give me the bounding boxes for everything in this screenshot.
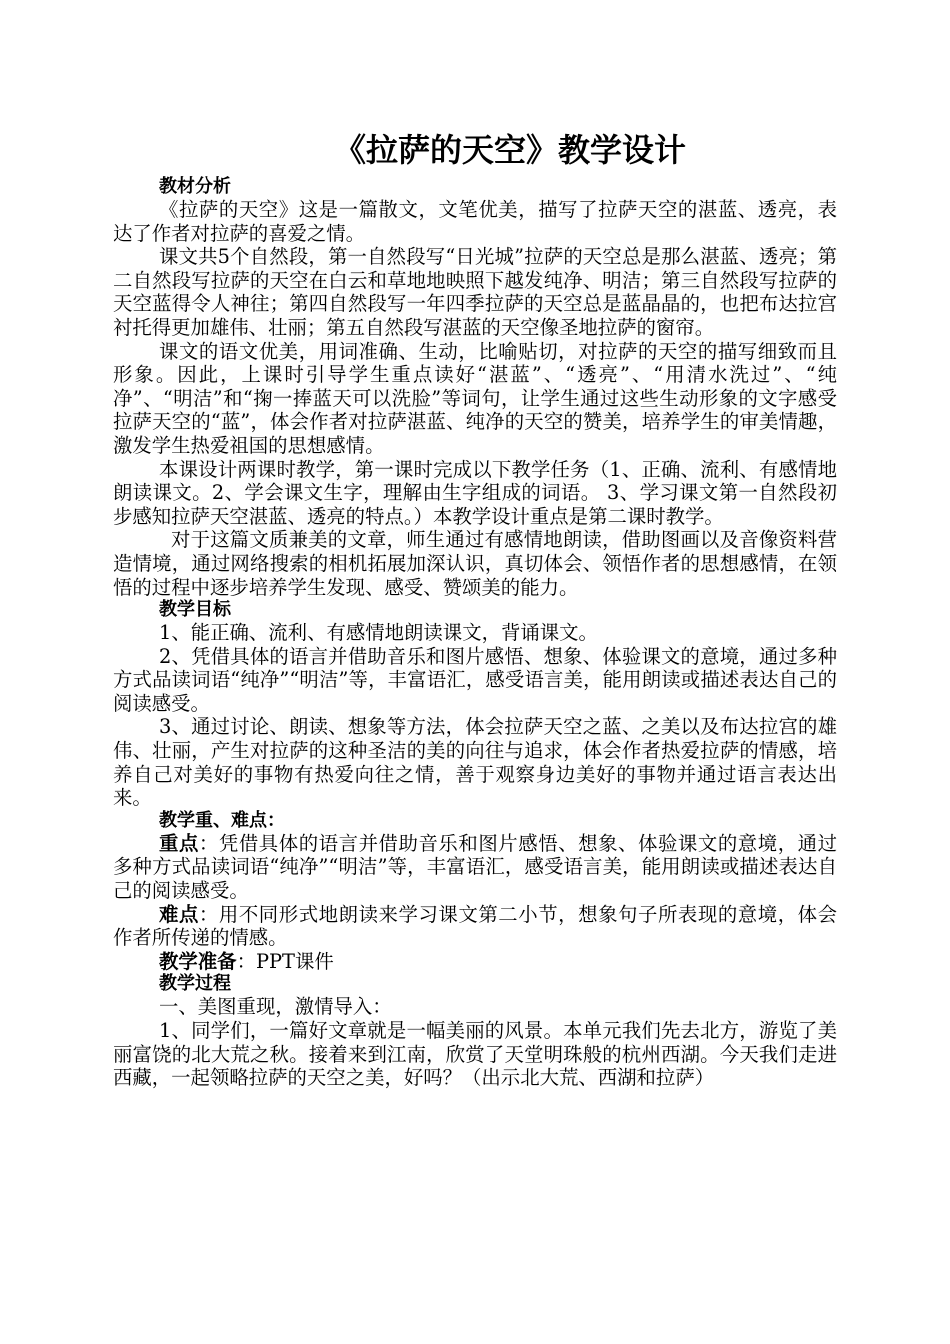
section-teaching-process: [113, 973, 837, 1089]
paragraph: 课文共5个自然段，第一自然段写“日光城”拉萨的天空总是那么湛蓝、透亮；第二自然段写拉萨的天空在白云和草地地映照下越发纯净、明洁；第三自然段写拉萨的天空蓝得令人神往；第四自然段写一年四季拉萨的天空总是蓝晶晶的，也把布达拉宫衬托得更加雄伟、壮丽；第五自然段写湛蓝的天空像圣地拉萨的窗帘。: [113, 245, 837, 339]
paragraph: 1、同学们，一篇好文章就是一幅美丽的风景。本单元我们先去北方，游览了美丽富饶的北大荒之秋。接着来到江南，欣赏了天堂明珠般的杭州西湖。今天我们走进西藏，一起领略拉萨的天空之美，好吗？（出示北大荒、西湖和拉萨）: [113, 1019, 837, 1090]
goal-item: 1、能正确、流利、有感情地朗读课文，背诵课文。: [159, 621, 598, 645]
paragraph: 一、美图重现，激情导入：: [159, 995, 392, 1019]
difficult-point-text: ：用不同形式地朗读来学习课文第二小节，想象句子所表现的意境，体会作者所传递的情感。: [113, 902, 838, 950]
paragraph: 对于这篇文质兼美的文章，师生通过有感情地朗读，借助图画以及音像资料营造情境，通过网络搜索的相机拓展加深认识，真切体会、领悟作者的思想感情，在领悟的过程中逐步培养学生发现、感受、赞颂美的能力。: [113, 528, 837, 599]
document-body: [113, 128, 837, 1090]
paragraph: 本课设计两课时教学，第一课时完成以下教学任务（1、正确、流利、有感情地朗读课文。2、学会课文生字，理解由生字组成的词语。 3、学习课文第一自然段初步感知拉萨天空湛蓝、透亮的特点。）本教学设计重点是第二课时教学。: [113, 457, 837, 528]
paragraph: 课文的语文优美，用词准确、生动，比喻贴切，对拉萨的天空的描写细致而且形象。因此，上课时引导学生重点读好“湛蓝”、“透亮”、“用清水洗过”、“纯净”、“明洁”和“掬一捧蓝天可以洗脸”等词句，让学生通过这些生动形象的文字感受拉萨天空的“蓝”，体会作者对拉萨湛蓝、纯净的天空的赞美，培养学生的审美情趣，激发学生热爱祖国的思想感情。: [113, 339, 837, 457]
section-heading: 教学重、难点：: [159, 809, 285, 831]
paragraph: 《拉萨的天空》这是一篇散文，文笔优美，描写了拉萨天空的湛蓝、透亮，表达了作者对拉萨的喜爱之情。: [113, 198, 837, 245]
preparation-label: 教学准备: [159, 949, 237, 973]
section-heading: 教学过程: [159, 973, 231, 995]
section-teaching-goals: [113, 599, 837, 810]
goal-item: 2、凭借具体的语言并借助音乐和图片感悟、想象、体验课文的意境，通过多种方式品读词语“纯净”“明洁”等，丰富语汇，感受语言美，能用朗读或描述表达自己的阅读感受。: [113, 644, 837, 715]
difficult-point: [113, 903, 837, 950]
preparation-line: [113, 950, 837, 974]
document-title: 《拉萨的天空》教学设计: [333, 131, 686, 169]
key-point: [113, 832, 837, 903]
key-point-label: 重点: [159, 831, 199, 855]
preparation-text: ：PPT课件: [236, 949, 334, 973]
section-textbook-analysis: [113, 176, 837, 599]
section-heading: 教材分析: [159, 176, 231, 197]
goal-item: 3、通过讨论、朗读、想象等方法，体会拉萨天空之蓝、之美以及布达拉宫的雄伟、壮丽，产生对拉萨的这种圣洁的美的向往与追求，体会作者热爱拉萨的情感，培养自己对美好的事物有热爱向往之情，善于观察身边美好的事物并通过语言表达出来。: [113, 715, 837, 810]
section-preparation: [113, 950, 837, 974]
section-key-difficult-points: [113, 810, 837, 950]
difficult-point-label: 难点: [159, 902, 199, 926]
key-point-text: ：凭借具体的语言并借助音乐和图片感悟、想象、体验课文的意境，通过多种方式品读词语“纯净”“明洁”等，丰富语汇，感受语言美，能用朗读或描述表达自己的阅读感受。: [113, 831, 838, 903]
section-heading: 教学目标: [159, 599, 231, 621]
